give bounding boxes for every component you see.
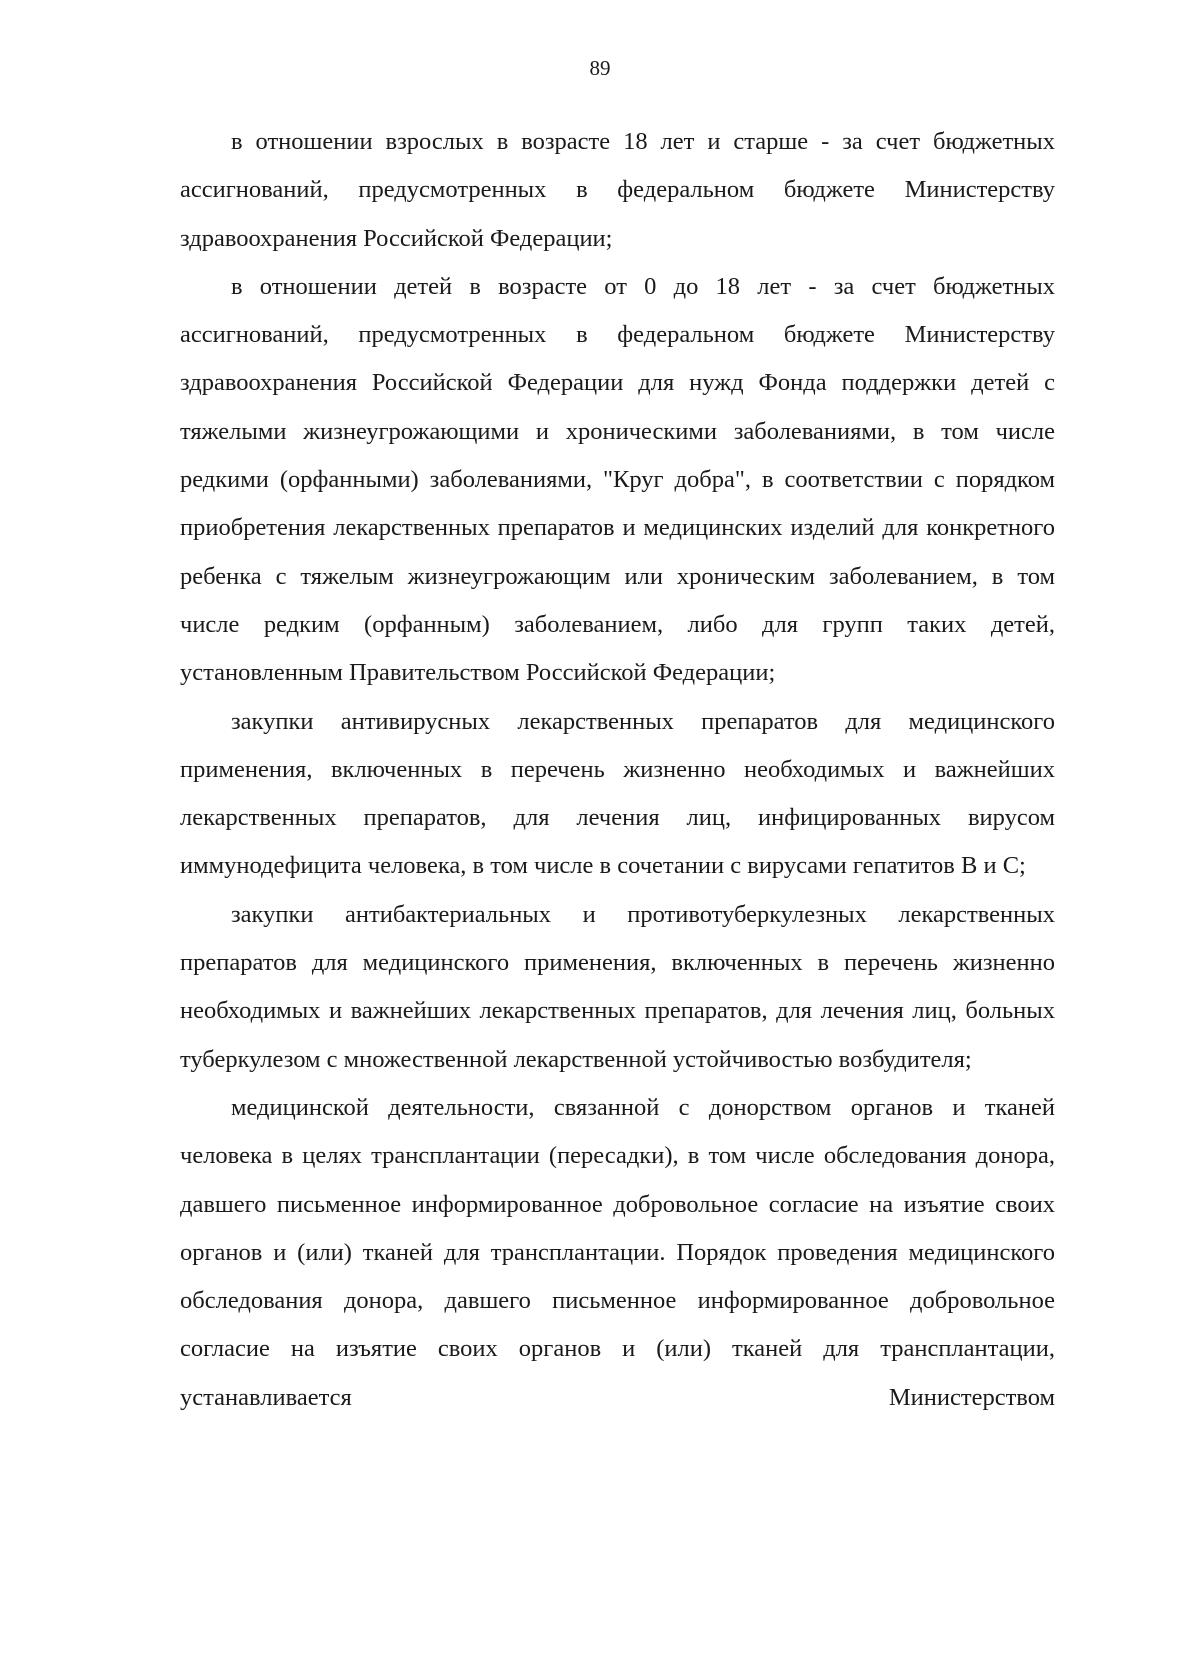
paragraph-antiviral-purchases: закупки антивирусных лекарственных препаратов для медицинского применения, включенных в перечень жизненно необходимых и важнейших лекарственных препаратов, для лечения лиц, инфицированных вирусом иммунодефицита человека, в том числе в сочетании с вирусами гепатитов B и C; (180, 707, 1055, 880)
document-body (180, 118, 1055, 1422)
paragraph-antibacterial-purchases: закупки антибактериальных и противотуберкулезных лекарственных препаратов для медицинского применения, включенных в перечень жизненно необходимых и важнейших лекарственных препаратов, для лечения лиц, больных туберкулезом с множественной лекарственной устойчивостью возбудителя; (180, 900, 1055, 1073)
paragraph-organ-donation: медицинской деятельности, связанной с донорством органов и тканей человека в целях трансплантации (пересадки), в том числе обследования донора, давшего письменное информированное добровольное согласие на изъятие своих органов и (или) тканей для трансплантации. Порядок проведения медицинского обследования донора, давшего письменное информированное добровольное согласие на изъятие своих органов и (или) тканей для трансплантации, устанавливается Министерством (180, 1093, 1055, 1411)
paragraph-adults: в отношении взрослых в возрасте 18 лет и старше - за счет бюджетных ассигнований, предусмотренных в федеральном бюджете Министерству здравоохранения Российской Федерации; (180, 128, 1055, 252)
page-number: 89 (589, 56, 611, 80)
paragraph-children: в отношении детей в возрасте от 0 до 18 лет - за счет бюджетных ассигнований, предусмотренных в федеральном бюджете Министерству здравоохранения Российской Федерации для нужд Фонда поддержки детей с тяжелыми жизнеугрожающими и хроническими заболеваниями, в том числе редкими (орфанными) заболеваниями, "Круг добра", в соответствии с порядком приобретения лекарственных препаратов и медицинских изделий для конкретного ребенка с тяжелым жизнеугрожающим или хроническим заболеванием, в том числе редким (орфанным) заболеванием, либо для групп таких детей, установленным Правительством Российской Федерации; (180, 272, 1055, 687)
